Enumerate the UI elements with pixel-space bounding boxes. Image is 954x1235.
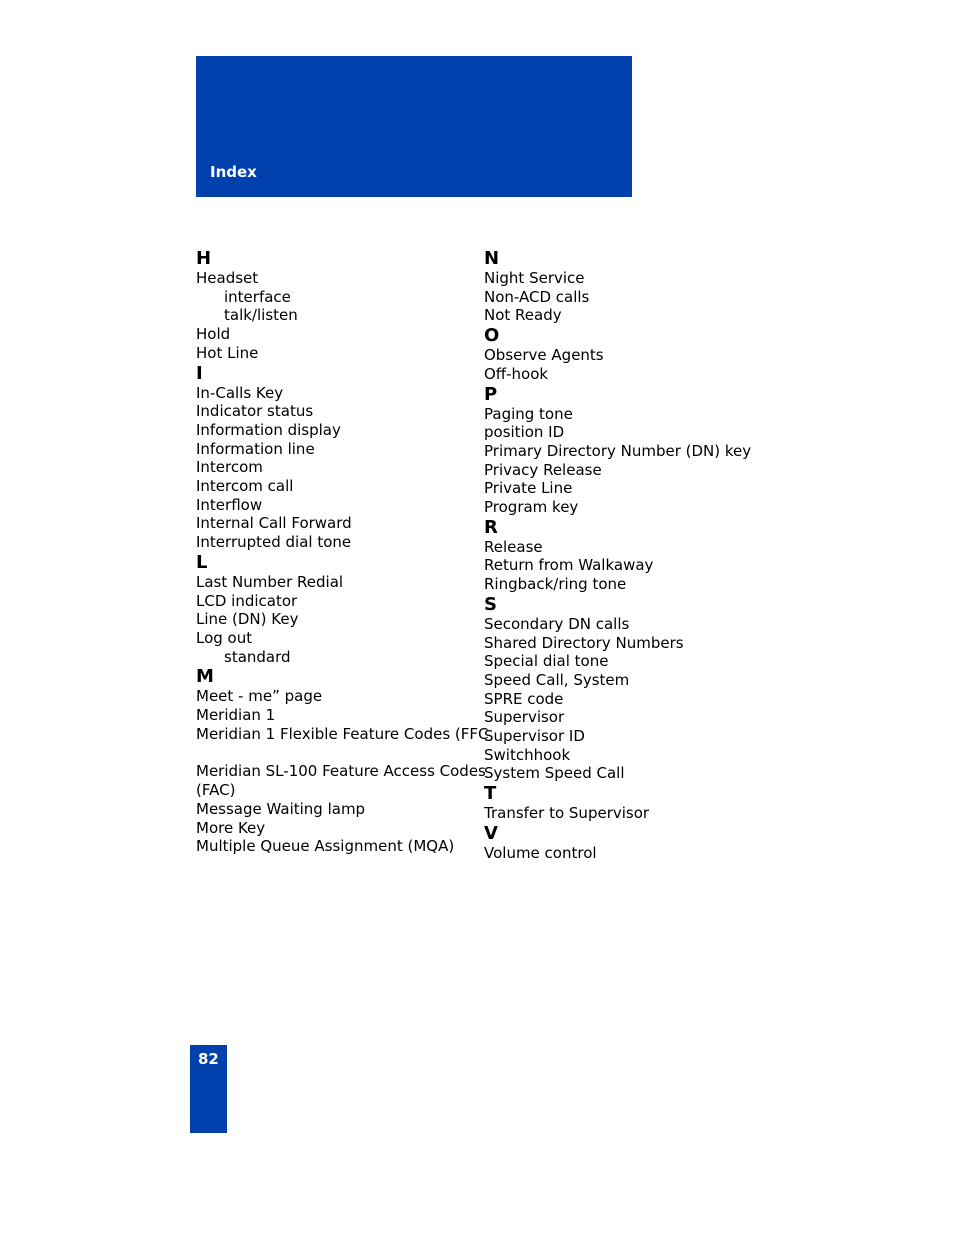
- index-entry: Intercom: [196, 458, 263, 477]
- index-entry: (FAC): [196, 781, 236, 800]
- index-letter-heading: P: [484, 383, 498, 405]
- index-entry: Meridian 1: [196, 706, 276, 725]
- index-entry: Interrupted dial tone: [196, 533, 352, 552]
- index-entry: Speed Call, System: [484, 670, 630, 689]
- index-section: [196, 363, 466, 552]
- index-section: [196, 552, 466, 667]
- index-entry: Night Service: [484, 269, 585, 287]
- index-section: [196, 666, 489, 856]
- index-entry: Hold: [196, 325, 231, 344]
- index-entry: Multiple Queue Assignment (MQA): [196, 837, 455, 856]
- index-entry: System Speed Call: [484, 764, 625, 783]
- index-column-right: [484, 248, 752, 863]
- index-letter-heading: M: [196, 666, 214, 688]
- index-entry: Observe Agents: [484, 346, 604, 365]
- page-number: 82: [198, 1050, 219, 1068]
- index-section: [484, 783, 744, 823]
- index-entry: Supervisor ID: [484, 727, 585, 746]
- index-section: [196, 248, 466, 363]
- index-entry: SPRE code: [484, 689, 564, 708]
- index-entry: Primary Directory Number (DN) key: [484, 441, 752, 460]
- index-letter-heading: O: [484, 325, 500, 347]
- index-entry: Secondary DN calls: [484, 614, 630, 633]
- index-entry: Shared Directory Numbers: [484, 633, 684, 652]
- index-entry: LCD indicator: [196, 591, 298, 610]
- index-entry: Special dial tone: [484, 652, 609, 671]
- index-letter-heading: I: [196, 362, 203, 384]
- index-letter-heading: L: [196, 551, 208, 573]
- index-entry: Return from Walkaway: [484, 556, 654, 575]
- index-letter-heading: V: [484, 822, 498, 844]
- index-entry: Log out: [196, 628, 253, 647]
- index-entry: In-Calls Key: [196, 383, 284, 402]
- index-entry: Message Waiting lamp: [196, 799, 366, 818]
- index-entry: Headset: [196, 269, 259, 287]
- index-entry: Non-ACD calls: [484, 287, 590, 306]
- index-entry: Supervisor: [484, 708, 565, 727]
- index-column-left: [196, 248, 489, 856]
- index-entry: Private Line: [484, 479, 573, 498]
- index-section: [484, 248, 744, 325]
- index-entry: Last Number Redial: [196, 572, 344, 591]
- index-entry: Indicator status: [196, 402, 314, 421]
- index-letter-heading: S: [484, 593, 497, 615]
- index-subentry: interface: [224, 287, 291, 306]
- page-number-tab: [190, 1045, 227, 1133]
- index-entry: Meet - me” page: [196, 687, 323, 706]
- header-band: [196, 56, 632, 197]
- index-subentry: standard: [224, 647, 291, 666]
- index-entry: Program key: [484, 498, 579, 517]
- index-letter-heading: R: [484, 516, 498, 538]
- index-section: [484, 594, 744, 783]
- index-section: [484, 383, 752, 517]
- index-entry: Release: [484, 537, 543, 556]
- index-entry: position ID: [484, 423, 565, 442]
- index-entry: Meridian SL-100 Feature Access Codes: [196, 762, 486, 781]
- index-section: [484, 517, 744, 594]
- index-entry: Internal Call Forward: [196, 514, 352, 533]
- index-letter-heading: T: [484, 783, 497, 805]
- index-entry: Information line: [196, 439, 315, 458]
- index-entry: Off-hook: [484, 364, 549, 383]
- index-entry: Line (DN) Key: [196, 610, 299, 629]
- index-entry: Switchhook: [484, 745, 571, 764]
- index-entry: Ringback/ring tone: [484, 575, 627, 594]
- index-entry: Intercom call: [196, 477, 294, 496]
- index-entry: Interflow: [196, 495, 263, 514]
- index-section: [484, 823, 744, 863]
- index-letter-heading: H: [196, 248, 212, 269]
- index-entry: Privacy Release: [484, 460, 602, 479]
- index-entry: Information display: [196, 420, 341, 439]
- page-title: Index: [210, 163, 257, 181]
- index-entry: Transfer to Supervisor: [484, 804, 650, 823]
- index-subentry: talk/listen: [224, 306, 298, 325]
- index-entry: Meridian 1 Flexible Feature Codes (FFC: [196, 724, 489, 743]
- index-entry: Not Ready: [484, 306, 562, 325]
- index-section: [484, 325, 744, 383]
- index-entry: Hot Line: [196, 343, 259, 362]
- index-entry: More Key: [196, 818, 266, 837]
- index-entry: Volume control: [484, 843, 597, 862]
- index-letter-heading: N: [484, 248, 500, 269]
- index-entry: Paging tone: [484, 404, 573, 423]
